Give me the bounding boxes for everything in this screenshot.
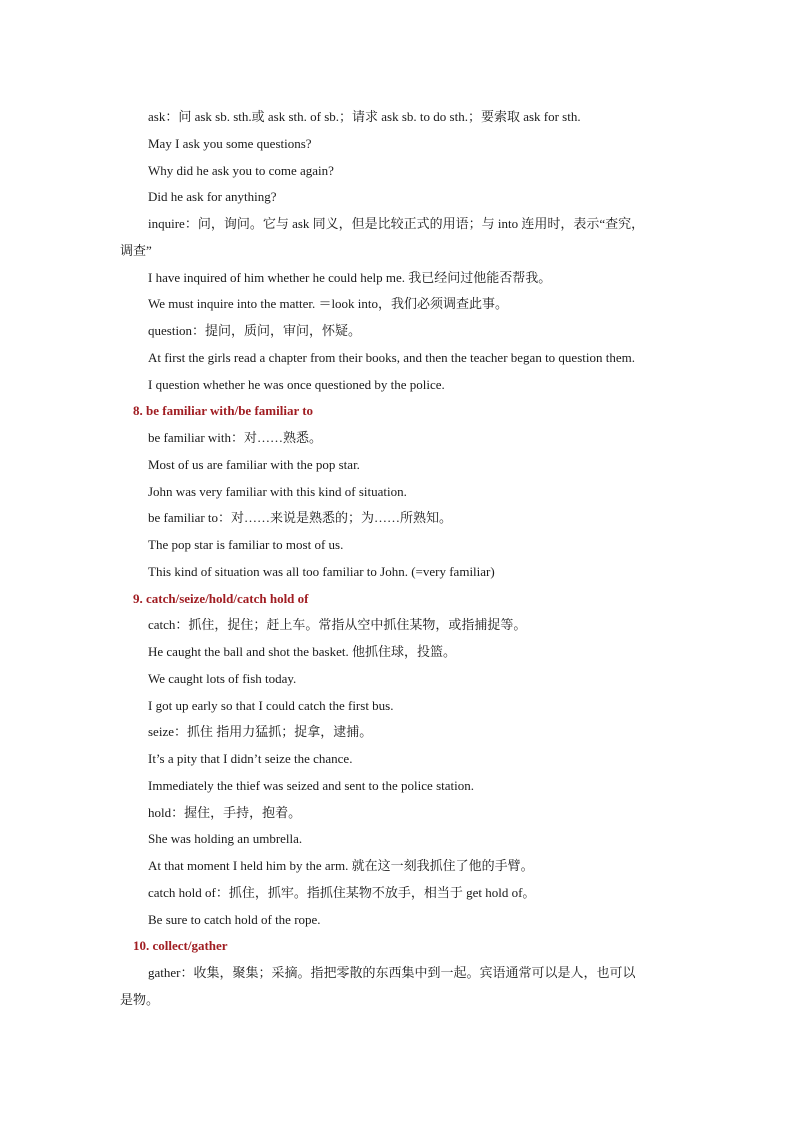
text-line: The pop star is familiar to most of us. — [148, 537, 344, 552]
text-line: seize：抓住 指用力猛抓；捉拿，逮捕。 — [148, 724, 373, 740]
section-heading: 9. catch/seize/hold/catch hold of — [133, 590, 309, 606]
text-line: Immediately the thief was seized and sent to the police station. — [148, 777, 474, 793]
document-body — [120, 104, 690, 1014]
text-line: hold：握住，手持，抱着。 — [148, 804, 302, 820]
text-line: catch hold of：抓住，抓牢。指抓住某物不放手，相当于 get hold of。 — [148, 884, 536, 900]
text-line: She was holding an umbrella. — [148, 831, 303, 847]
text-line: 是物。 — [120, 991, 160, 1007]
text-line: Why did he ask you to come again? — [148, 162, 334, 178]
text-line: 调查” — [120, 242, 152, 258]
text-line: be familiar with：对……熟悉。 — [148, 430, 323, 445]
text-line: We caught lots of fish today. — [148, 670, 297, 686]
text-line: It’s a pity that I didn’t seize the chance. — [148, 751, 353, 766]
text-line: question：提问，质问，审问，怀疑。 — [148, 323, 362, 338]
text-line: At first the girls read a chapter from their books, and then the teacher began to question them. — [148, 349, 635, 365]
text-line: Be sure to catch hold of the rope. — [148, 911, 321, 927]
text-line: ask：问 ask sb. sth.或 ask sth. of sb.；请求 ask sb. to do sth.；要索取 ask for sth. — [148, 109, 581, 124]
text-line: John was very familiar with this kind of situation. — [148, 483, 407, 499]
text-line: catch：抓住，捉住；赶上车。常指从空中抓住某物，或指捕捉等。 — [148, 617, 527, 633]
text-line: Did he ask for anything? — [148, 189, 277, 205]
text-line: I have inquired of him whether he could help me. 我已经问过他能否帮我。 — [148, 269, 552, 285]
text-line: This kind of situation was all too familiar to John. (=very familiar) — [148, 563, 495, 579]
section-heading: 8. be familiar with/be familiar to — [133, 403, 314, 419]
text-line: gather：收集，聚集；采摘。指把零散的东西集中到一起。宾语通常可以是人，也可以 — [148, 965, 636, 980]
text-line: May I ask you some questions? — [148, 135, 312, 151]
section-heading: 10. collect/gather — [133, 938, 228, 954]
text-line: inquire：问，询问。它与 ask 同义，但是比较正式的用语；与 into 连用时，表示“查究， — [148, 216, 645, 231]
text-line: be familiar to：对……来说是熟悉的；为……所熟知。 — [148, 510, 453, 526]
text-line: Most of us are familiar with the pop star. — [148, 456, 360, 472]
text-line: At that moment I held him by the arm. 就在这一刻我抓住了他的手臂。 — [148, 858, 534, 873]
text-line: I question whether he was once questioned by the police. — [148, 376, 445, 392]
text-line: We must inquire into the matter. ＝look into，我们必须调查此事。 — [148, 296, 509, 312]
text-line: I got up early so that I could catch the first bus. — [148, 697, 394, 713]
text-line: He caught the ball and shot the basket. 他抓住球，投篮。 — [148, 644, 456, 659]
